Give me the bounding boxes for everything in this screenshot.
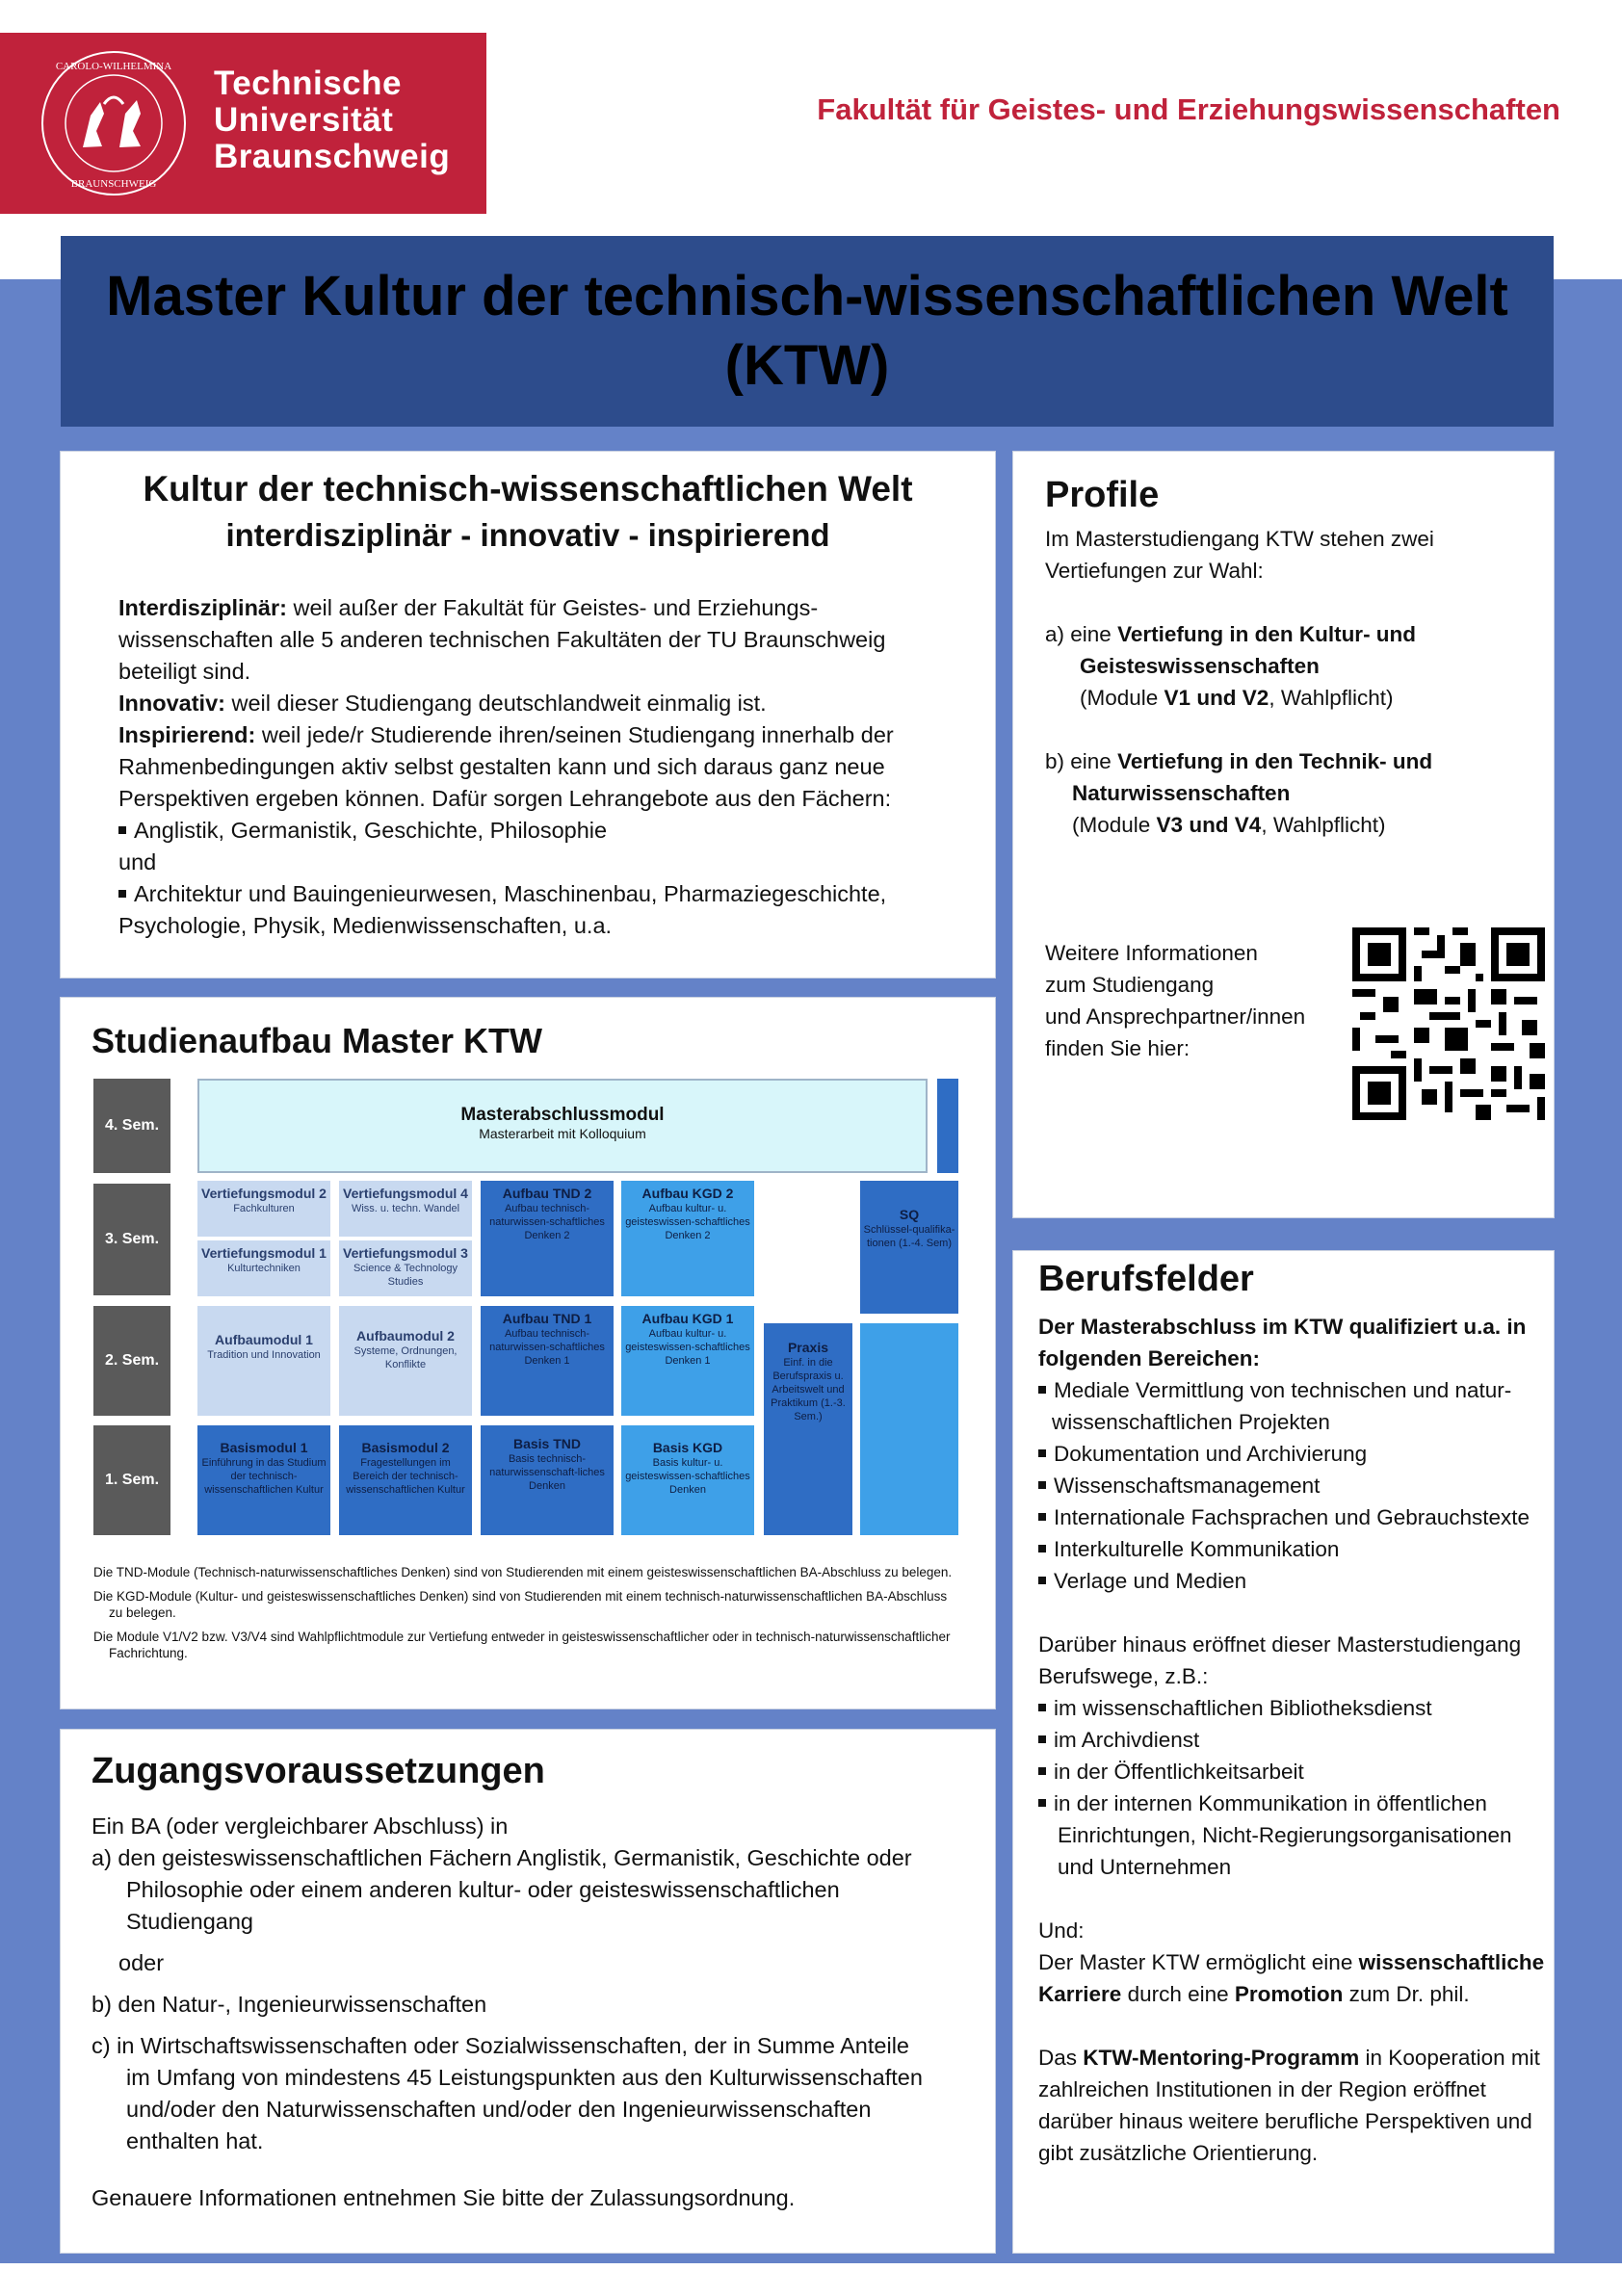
- module-v2: Vertiefungsmodul 2 Fachkulturen: [197, 1181, 330, 1237]
- sq-bar: [937, 1079, 958, 1173]
- module-aufbau-kgd-2: Aufbau KGD 2 Aufbau kultur- u. geisteswissen-schaftliches Denken 2: [621, 1181, 754, 1296]
- berufsfelder-heading: Berufsfelder: [1038, 1259, 1254, 1299]
- profile-heading: Profile: [1045, 475, 1160, 515]
- intro-panel: [60, 451, 996, 978]
- zugang-text: Ein BA (oder vergleichbarer Abschluss) in a) den geisteswissenschaftlichen Fächern Anglistik, Germanistik, Geschichte oder Philosophie oder einem anderen kultur- oder geisteswissenschaftlichen Studiengang oder b) den Natur-, Ingenieurwissenschaften c) in Wirtschaftswissenschaften oder Sozialwissenschaften, der in Summe Anteile im Umfang von mindestens 45 Leistungspunkten aus den Kulturwissenschaften und/oder den Naturwissenschaften und/oder den Ingenieurwissenschaften enthalten hat. Genauere Informationen entnehmen Sie bitte der Zulassungsordnung.: [92, 1813, 923, 2210]
- module-master: Masterabschlussmodul Masterarbeit mit Kolloquium: [197, 1079, 928, 1173]
- module-basis-kgd: Basis KGD Basis kultur- u. geisteswissen-schaftliches Denken: [621, 1425, 754, 1535]
- list-item: in der internen Kommunikation in öffentlichen: [1038, 1787, 1549, 1819]
- module-v1: Vertiefungsmodul 1 Kulturtechniken: [197, 1240, 330, 1296]
- list-item: Architektur und Bauingenieurwesen, Maschinenbau, Pharmaziegeschichte,: [118, 878, 966, 910]
- list-item: Anglistik, Germanistik, Geschichte, Philosophie: [118, 815, 966, 847]
- semester-label: 1. Sem.: [93, 1425, 170, 1535]
- study-structure-diagram: [93, 1079, 968, 1535]
- list-item: Dokumentation und Archivierung: [1038, 1438, 1549, 1470]
- title-bar: [61, 236, 1554, 427]
- qr-code-icon[interactable]: [1352, 927, 1545, 1120]
- profile-text: Im Masterstudiengang KTW stehen zwei Vertiefungen zur Wahl: a) eine Vertiefung in den Kultur- und Geisteswissenschaften (Module V1 und V2, Wahlpflicht) b) eine Vertiefung in den Technik- und Naturwissenschaften (Module V3 und V4, Wahlpflicht): [1045, 527, 1434, 837]
- module-v3: Vertiefungsmodul 3 Science & Technology Studies: [339, 1240, 472, 1296]
- module-aufbau-tnd-1: Aufbau TND 1 Aufbau technisch-naturwissen-schaftliches Denken 1: [481, 1306, 614, 1416]
- semester-label: 2. Sem.: [93, 1306, 170, 1416]
- module-praxis: Praxis Einf. in die Berufspraxis u. Arbeitswelt und Praktikum (1.-3. Sem.): [764, 1323, 852, 1535]
- module-sq: SQ Schlüssel-qualifika-tionen (1.-4. Sem): [860, 1181, 958, 1314]
- module-aufbau-tnd-2: Aufbau TND 2 Aufbau technisch-naturwissen-schaftliches Denken 2: [481, 1181, 614, 1296]
- university-logo[interactable]: [0, 33, 486, 214]
- list-item: Wissenschaftsmanagement: [1038, 1470, 1549, 1501]
- module-aufbau-kgd-1: Aufbau KGD 1 Aufbau kultur- u. geisteswissen-schaftliches Denken 1: [621, 1306, 754, 1416]
- semester-label: 4. Sem.: [93, 1079, 170, 1173]
- list-item: in der Öffentlichkeitsarbeit: [1038, 1756, 1549, 1787]
- list-item: Verlage und Medien: [1038, 1565, 1549, 1597]
- list-item: Internationale Fachsprachen und Gebrauchstexte: [1038, 1501, 1549, 1533]
- module-v4: Vertiefungsmodul 4 Wiss. u. techn. Wandel: [339, 1181, 472, 1237]
- berufsfelder-panel: [1012, 1250, 1555, 2254]
- semester-label: 3. Sem.: [93, 1184, 170, 1295]
- info-text: Weitere Informationen zum Studiengang und Ansprechpartner/innen finden Sie hier:: [1045, 941, 1306, 1060]
- logo-wordmark: Technische Universität Braunschweig: [214, 65, 451, 175]
- intro-text: Interdisziplinär: weil außer der Fakultät für Geistes- und Erziehungs- wissenschaften alle 5 anderen technischen Fakultäten der TU Braunschweig beteiligt sind. Innovativ: weil dieser Studiengang deutschlandweit einmalig ist. Inspirierend: weil jede/r Studierende ihren/seinen Studiengang innerhalb der Rahmenbedingungen aktiv selbst gestalten kann und sich daraus ganz neue Perspektiven ergeben können. Dafür sorgen Lehrangebote aus den Fächern: Anglistik, Germanistik, Geschichte, Philosophie und Architektur und Bauingenieurwesen, Maschinenbau, Pharmaziegeschichte, Psychologie, Physik, Medienwissenschaften, u.a.: [118, 592, 966, 942]
- zugang-heading: Zugangsvoraussetzungen: [92, 1751, 545, 1791]
- seal-text: CAROLO-WILHELMINA: [55, 61, 172, 72]
- list-item: im Archivdienst: [1038, 1724, 1549, 1756]
- svg-text:BRAUNSCHWEIG: BRAUNSCHWEIG: [70, 178, 157, 190]
- list-item: im wissenschaftlichen Bibliotheksdienst: [1038, 1692, 1549, 1724]
- zugang-panel: [60, 1729, 996, 2254]
- page-title: Master Kultur der technisch-wissenschaftlichen Welt (KTW): [106, 265, 1508, 397]
- intro-subheading: interdisziplinär - innovativ - inspirierend: [225, 517, 830, 553]
- list-item: Interkulturelle Kommunikation: [1038, 1533, 1549, 1565]
- profile-panel: [1012, 451, 1555, 1218]
- studienaufbau-panel: [60, 997, 996, 1709]
- intro-heading: Kultur der technisch-wissenschaftlichen Welt: [143, 469, 913, 509]
- seal-icon: [37, 46, 191, 200]
- module-aufbau-2: Aufbaumodul 2 Systeme, Ordnungen, Konflikte: [339, 1306, 472, 1416]
- list-item: Mediale Vermittlung von technischen und natur-: [1038, 1374, 1549, 1406]
- module-aufbau-1: Aufbaumodul 1 Tradition und Innovation: [197, 1306, 330, 1416]
- faculty-name: Fakultät für Geistes- und Erziehungswissenschaften: [817, 92, 1560, 126]
- diagram-notes: Die TND-Module (Technisch-naturwissenschaftliches Denken) sind von Studierenden mit einem geisteswissenschaftlichen BA-Abschluss zu belegen. Die KGD-Module (Kultur- und geisteswissenschaftliches Denken) sind von Studierenden mit einem technisch-naturwissenschaftlichen BA-Abschluss zu belegen. Die Module V1/V2 bzw. V3/V4 sind Wahlpflichtmodule zur Vertiefung entweder in geisteswissenschaftlicher oder in technisch-naturwissenschaftlicher Fachrichtung.: [93, 1565, 953, 1660]
- module-basis-tnd: Basis TND Basis technisch-naturwissenschaft-liches Denken: [481, 1425, 614, 1535]
- studienaufbau-heading: Studienaufbau Master KTW: [92, 1021, 543, 1060]
- sq-column: [860, 1323, 958, 1535]
- module-basis-1: Basismodul 1 Einführung in das Studium der technisch-wissenschaftlichen Kultur: [197, 1425, 330, 1535]
- module-basis-2: Basismodul 2 Fragestellungen im Bereich der technisch-wissenschaftlichen Kultur: [339, 1425, 472, 1535]
- berufsfelder-text: Der Masterabschluss im KTW qualifiziert u.a. in folgenden Bereichen: Mediale Vermittlung von technischen und natur- wissenschaftlichen Projekten Dokumentation und Archivierung Wissenschaftsmanagement Internationale Fachsprachen und Gebrauchstexte Interkulturelle Kommunikation Verlage und Medien Darüber hinaus eröffnet dieser Masterstudiengang Berufswege, z.B.: im wissenschaftlichen Bibliotheksdienst im Archivdienst in der Öffentlichkeitsarbeit in der internen Kommunikation in öffentlichen Einrichtungen, Nicht-Regierungsorganisationen und Unternehmen Und: Der Master KTW ermöglicht eine wissenschaftliche Karriere durch eine Promotion zum Dr. phil. Das KTW-Mentoring-Programm in Kooperation mit zahlreichen Institutionen in der Region eröffnet darüber hinaus weitere berufliche Perspektiven und gibt zusätzliche Orientierung.: [1038, 1311, 1549, 2169]
